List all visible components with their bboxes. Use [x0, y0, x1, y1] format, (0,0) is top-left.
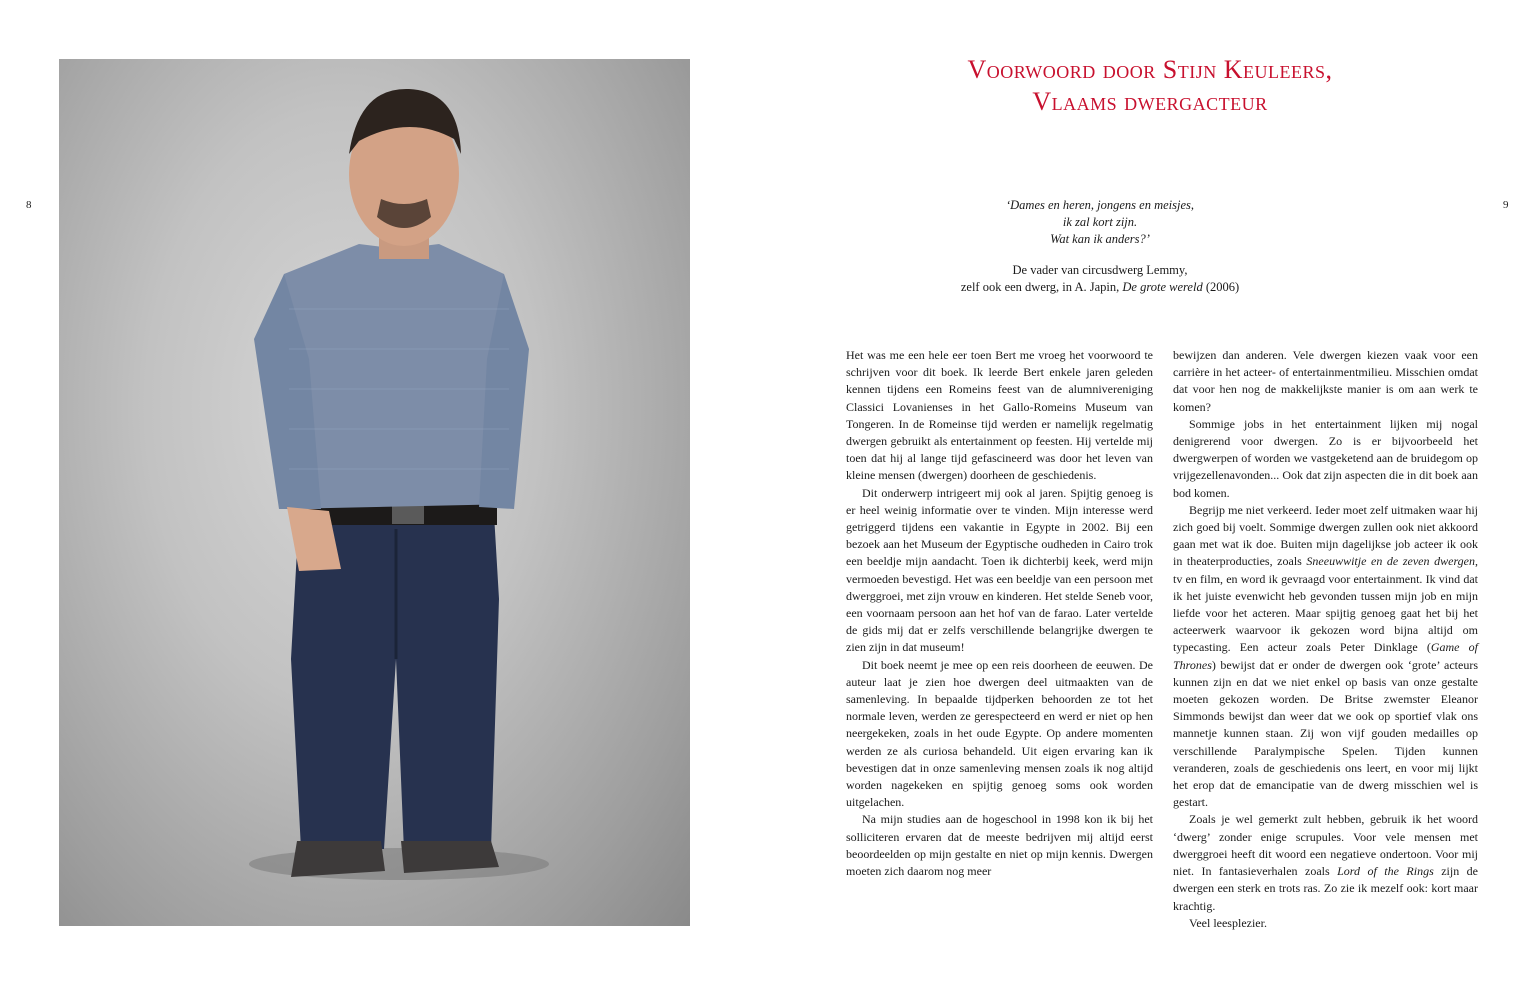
portrait-photo	[59, 59, 690, 926]
body-text: ) bewijst dat er onder de dwergen ook ‘grote’ acteurs kunnen zijn en dat we niet enkel op basis van onze gestalte moeten gekozen worden. De Britse zwemster Eleanor Simmonds bewijst dan weer dat we ook op sportief vlak ons mannetje kunnen staan. Zij won vijf gouden medailles op verschillende Paralympische Spelen. Tijden kunnen veranderen, zoals de geschiedenis ons leert, en voor mij lijkt het erop dat de emancipatie van de dwerg misschien wel is gestart.	[1173, 657, 1478, 810]
epigraph-attribution	[900, 262, 1300, 296]
body-text: Begrijp me niet verkeerd. Ieder moet zelf uitmaken waar hij zich goed bij voelt. Sommige dwergen zullen ook niet akkoord gaan met wat ik doe. Buiten mijn dagelijkse job acteer ik ook in theaterproducties, zoals	[1173, 502, 1478, 569]
attribution-text: zelf ook een dwerg, in A. Japin,	[960, 280, 1123, 294]
epigraph-line-3: Wat kan ik anders?’	[1050, 232, 1150, 246]
chapter-title-line-1: Voorwoord door Stijn Keuleers,	[967, 55, 1333, 84]
body-paragraph: Dit onderwerp intrigeert mij ook al jaren. Spijtig genoeg is er heel weinig informatie over te vinden. Mijn interesse werd getriggerd tijdens een vakantie in Egypte in 2002. Bij een bezoek aan het Museum der Egyptische oudheden in Cairo trok een beeldje mijn aandacht. Toen ik dichterbij keek, werd mijn vermoeden bevestigd. Het was een beeldje van een persoon met dwerggroei, met zijn vrouw en kinderen. Het stelde Seneb voor, een voornaam persoon aan het hof van de farao. Later vertelde de gids mij dat er zelfs verschillende belangrijke dwergen te zien zijn in dat museum!	[846, 485, 1153, 655]
attribution-line-1: De vader van circusdwerg Lemmy,	[1012, 263, 1188, 277]
body-paragraph	[1173, 502, 1478, 812]
body-column-left	[846, 347, 1153, 880]
body-paragraph: Sommige jobs in het entertainment lijken mij nogal denigrerend voor dwergen. Zo is er bijvoorbeeld het dwergwerpen of worden we vastgeketend aan de bruidegom op vrijgezellenavonden... Ook dat zijn aspecten die in dit boek aan bod komen.	[1173, 416, 1478, 500]
attribution-year: (2006)	[1202, 280, 1240, 294]
epigraph-line-1: ‘Dames en heren, jongens en meisjes,	[1005, 198, 1195, 212]
attribution-line-2	[900, 279, 1300, 296]
body-text: Zoals je wel gemerkt zult hebben, gebruik ik het woord ‘dwerg’ zonder enige scrupules. Voor vele mensen met dwerggroei heeft dit woord een negatieve ondertoon. Voor mij niet. In fantasieverhalen zoals	[1173, 812, 1478, 879]
body-paragraph	[1173, 811, 1478, 914]
epigraph-quote	[900, 197, 1300, 248]
portrait-illustration	[59, 59, 690, 926]
chapter-title-line-2: Vlaams dwergacteur	[1032, 87, 1268, 116]
body-paragraph: Dit boek neemt je mee op een reis doorheen de eeuwen. De auteur laat je zien hoe dwergen deel uitmaakten van de samenleving. In bepaalde tijdperken behoorden ze tot het normale leven, werden ze gerespecteerd en werd er niet op hen neergekeken, zoals in het oude Egypte. Op andere momenten werden ze als curiosa behandeld. Uit eigen ervaring kan ik bevestigen dat in onze samenleving mensen zoals ik nog altijd worden nagekeken en spijtig genoeg soms ook worden uitgelachen.	[846, 657, 1153, 810]
body-paragraph-continued: bewijzen dan anderen. Vele dwergen kiezen vaak voor een carrière in het acteer- of entertainmentmilieu. Misschien omdat dat voor hen nog de makkelijkste manier is om aan werk te komen?	[1173, 348, 1478, 414]
body-paragraph-closing: Veel leesplezier.	[1189, 915, 1267, 930]
page-number-left: 8	[26, 199, 32, 211]
attribution-book-title: De grote wereld	[1122, 280, 1203, 294]
body-text: , tv en film, en word ik gevraagd voor entertainment. Ik vind dat ik het juiste evenwicht heb gevonden tussen mijn job en mijn liefde voor het acteren. Maar spijtig genoeg gaat het bij het acteerwerk waarvoor ik gekozen word bijna altijd om typecasting. Een acteur zoals Peter Dinklage (	[1173, 554, 1478, 655]
body-paragraph: Het was me een hele eer toen Bert me vroeg het voorwoord te schrijven voor dit boek. Ik leerde Bert enkele jaren geleden kennen tijdens een Romeins feest van de alumnivereniging Classici Lovanienses in het Gallo-Romeins Museum van Tongeren. In de Romeinse tijd werden er namelijk regelmatig dwergen gebruikt als entertainment op feesten. Hij vertelde mij toen dat hij al lange tijd gefascineerd was door het leven van kleine mensen (dwergen) doorheen de geschiedenis.	[846, 348, 1153, 483]
page-number-right: 9	[1503, 199, 1509, 211]
chapter-title	[880, 54, 1420, 118]
body-column-right	[1173, 347, 1478, 932]
body-italic-title: Game of Thrones	[1173, 640, 1478, 672]
body-paragraph: Na mijn studies aan de hogeschool in 1998 kon ik bij het solliciteren ervaren dat de meeste bedrijven mij altijd eerst beoordeelden op mijn gestalte en niet op mijn kennis. Dwergen moeten zich daarom nog meer	[846, 812, 1153, 879]
body-italic-title: Lord of the Rings	[1337, 864, 1434, 879]
epigraph-line-2: ik zal kort zijn.	[1062, 215, 1138, 229]
body-italic-title: Sneeuwwitje en de zeven dwergen	[1306, 554, 1475, 569]
body-text: zijn de dwergen een sterk en trots ras. Zo zie ik mezelf ook: kort maar krachtig.	[1173, 864, 1478, 913]
